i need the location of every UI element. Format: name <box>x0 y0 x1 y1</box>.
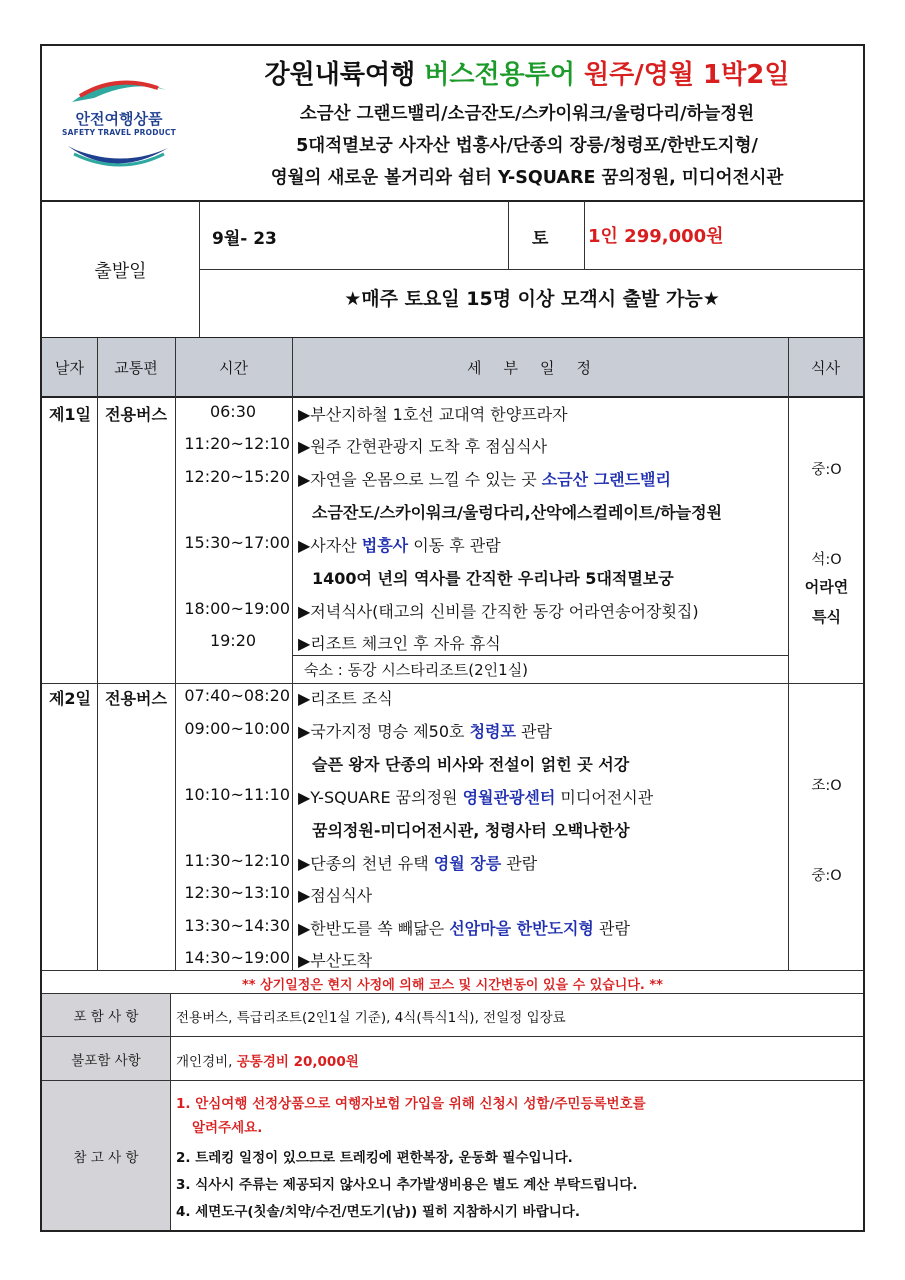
schedule-row <box>42 851 863 884</box>
schedule-subtext: 꿈의정원-미디어전시관, 청령사터 오백나한상 <box>312 821 630 840</box>
schedule-text: ▶부산지하철 1호선 교대역 한양프라자 <box>298 405 568 424</box>
highlight-place: 청령포 <box>469 722 516 741</box>
schedule-text: ▶리조트 체크인 후 자유 휴식 <box>298 634 501 653</box>
departure-label: 출발일 <box>94 261 147 282</box>
time-cell: 07:40~08:20 <box>184 686 290 705</box>
title-route: 원주/영월 1박2일 <box>584 60 790 90</box>
schedule-subtext: 슬픈 왕자 단종의 비사와 전설이 얽힌 곳 서강 <box>312 755 630 774</box>
time-cell: 13:30~14:30 <box>184 916 290 935</box>
header-time: 시간 <box>219 358 248 377</box>
transport-label: 전용버스 <box>105 689 167 708</box>
note-1-cont: 알려주세요. <box>192 1120 263 1136</box>
time-cell: 12:30~13:10 <box>184 883 290 902</box>
departure-day: 토 <box>532 229 549 249</box>
note-4: 4. 세면도구(칫솔/치약/수건/면도기(남)) 필히 지참하시기 바랍니다. <box>176 1204 580 1220</box>
meal-special: 어라연 <box>804 578 849 596</box>
note-3: 3. 식사시 주류는 제공되지 않사오니 추가발생비용은 별도 계산 부탁드립니다. <box>176 1177 638 1193</box>
itinerary-sheet <box>40 44 865 1232</box>
schedule-subrow <box>42 752 863 785</box>
excluded-label: 불포함 사항 <box>42 1037 170 1080</box>
schedule-text: ▶저녁식사(태고의 신비를 간직한 동강 어라연송어장횟집) <box>298 602 699 621</box>
meal-lunch: 중:O <box>811 868 842 884</box>
time-cell: 15:30~17:00 <box>184 533 290 552</box>
header-detail: 세부일정 <box>467 358 613 377</box>
excluded-value: 개인경비, 공통경비 20,000원 <box>176 1054 359 1070</box>
schedule-subrow <box>42 818 863 851</box>
schedule-text: ▶한반도를 쏙 빼닮은 선암마을 한반도지형 관람 <box>298 919 630 938</box>
schedule-text: ▶자연을 온몸으로 느낄 수 있는 곳 소금산 그랜드밸리 <box>298 470 671 489</box>
price: 1인 299,000원 <box>588 226 724 247</box>
schedule-row <box>42 533 863 566</box>
highlight-place: 선암마을 한반도지형 <box>449 919 594 938</box>
meal-breakfast: 조:O <box>811 778 842 794</box>
schedule-text: ▶원주 간현관광지 도착 후 점심식사 <box>298 437 548 456</box>
departure-note: ★매주 토요일 15명 이상 모객시 출발 가능★ <box>344 288 720 310</box>
schedule-text: ▶리조트 조식 <box>298 689 393 708</box>
highlight-place: 영월관광센터 <box>462 788 556 807</box>
transport-label: 전용버스 <box>105 405 167 424</box>
schedule-row <box>42 916 863 949</box>
schedule-subrow <box>42 566 863 599</box>
time-cell: 19:20 <box>209 631 257 650</box>
schedule-row <box>42 785 863 818</box>
departure-date: 9월- 23 <box>212 229 277 249</box>
notes-label: 참 고 사 항 <box>42 1081 170 1230</box>
header-line-4: 영월의 새로운 볼거리와 쉼터 Y-SQUARE 꿈의정원, 미디어전시관 <box>270 168 784 188</box>
time-cell: 12:20~15:20 <box>184 467 290 486</box>
time-cell: 10:10~11:10 <box>184 785 290 804</box>
schedule-row <box>42 467 863 500</box>
schedule-row <box>42 883 863 916</box>
included-label: 포 함 사 항 <box>42 994 170 1036</box>
page-title <box>192 54 862 91</box>
highlight-place: 영월 장릉 <box>433 854 502 873</box>
logo-subtitle: SAFETY TRAVEL PRODUCT <box>62 128 176 137</box>
header-line-3: 5대적멸보궁 사자산 법흥사/단종의 장릉/청령포/한반도지형/ <box>296 136 758 156</box>
common-fee: 공통경비 20,000원 <box>236 1054 359 1070</box>
time-cell: 14:30~19:00 <box>184 948 290 967</box>
note-1: 1. 안심여행 선정상품으로 여행자보험 가입을 위해 신청시 성함/주민등록번호를 <box>176 1096 646 1112</box>
logo-text: 안전여행상품 <box>75 110 163 128</box>
schedule-text: ▶단종의 천년 유택 영월 장릉 관람 <box>298 854 538 873</box>
time-cell: 06:30 <box>209 402 257 421</box>
header-meal: 식사 <box>811 358 840 377</box>
schedule-row <box>42 686 863 719</box>
schedule-row <box>42 719 863 752</box>
schedule-row <box>42 599 863 632</box>
schedule-notice: ** 상기일정은 현지 사정에 의해 코스 및 시간변동이 있을 수 있습니다. ** <box>242 978 663 993</box>
schedule-text: ▶부산도착 <box>298 951 373 970</box>
meal-special: 특식 <box>812 608 841 626</box>
day-label: 제2일 <box>48 689 92 708</box>
schedule-text: ▶사자산 법흥사 이동 후 관람 <box>298 536 501 555</box>
lodging-text: 숙소 : 동강 시스타리조트(2인1실) <box>304 661 529 679</box>
day-label: 제1일 <box>48 405 92 424</box>
schedule-subtext: 1400여 년의 역사를 간직한 우리나라 5대적멸보궁 <box>312 569 674 588</box>
highlight-place: 소금산 그랜드밸리 <box>541 470 671 489</box>
schedule-subtext: 소금잔도/스카이워크/울렁다리,산악에스컬레이트/하늘정원 <box>312 503 723 522</box>
schedule-text: ▶Y-SQUARE 꿈의정원 영월관광센터 미디어전시관 <box>298 788 654 807</box>
time-cell: 18:00~19:00 <box>184 599 290 618</box>
schedule-text: ▶점심식사 <box>298 886 373 905</box>
schedule-row <box>42 434 863 467</box>
time-cell: 11:30~12:10 <box>184 851 290 870</box>
schedule-subrow <box>42 500 863 533</box>
header-line-2: 소금산 그랜드밸리/소금잔도/스카이워크/울렁다리/하늘정원 <box>299 104 755 124</box>
safety-travel-logo <box>54 62 184 182</box>
header-day: 날자 <box>55 358 84 377</box>
header-transport: 교통편 <box>114 358 158 377</box>
title-bus-tour: 버스전용투어 <box>424 60 575 90</box>
meal-dinner: 석:O <box>811 552 842 568</box>
title-main: 강원내륙여행 <box>264 60 416 90</box>
highlight-place: 법흥사 <box>361 536 409 555</box>
note-2: 2. 트레킹 일정이 있으므로 트레킹에 편한복장, 운동화 필수입니다. <box>176 1150 573 1166</box>
time-cell: 09:00~10:00 <box>184 719 290 738</box>
meal-lunch: 중:O <box>811 462 842 478</box>
time-cell: 11:20~12:10 <box>184 434 290 453</box>
included-value: 전용버스, 특급리조트(2인1실 기준), 4식(특식1식), 전일정 입장료 <box>176 1010 566 1026</box>
schedule-text: ▶국가지정 명승 제50호 청령포 관람 <box>298 722 552 741</box>
schedule-row <box>42 402 863 435</box>
